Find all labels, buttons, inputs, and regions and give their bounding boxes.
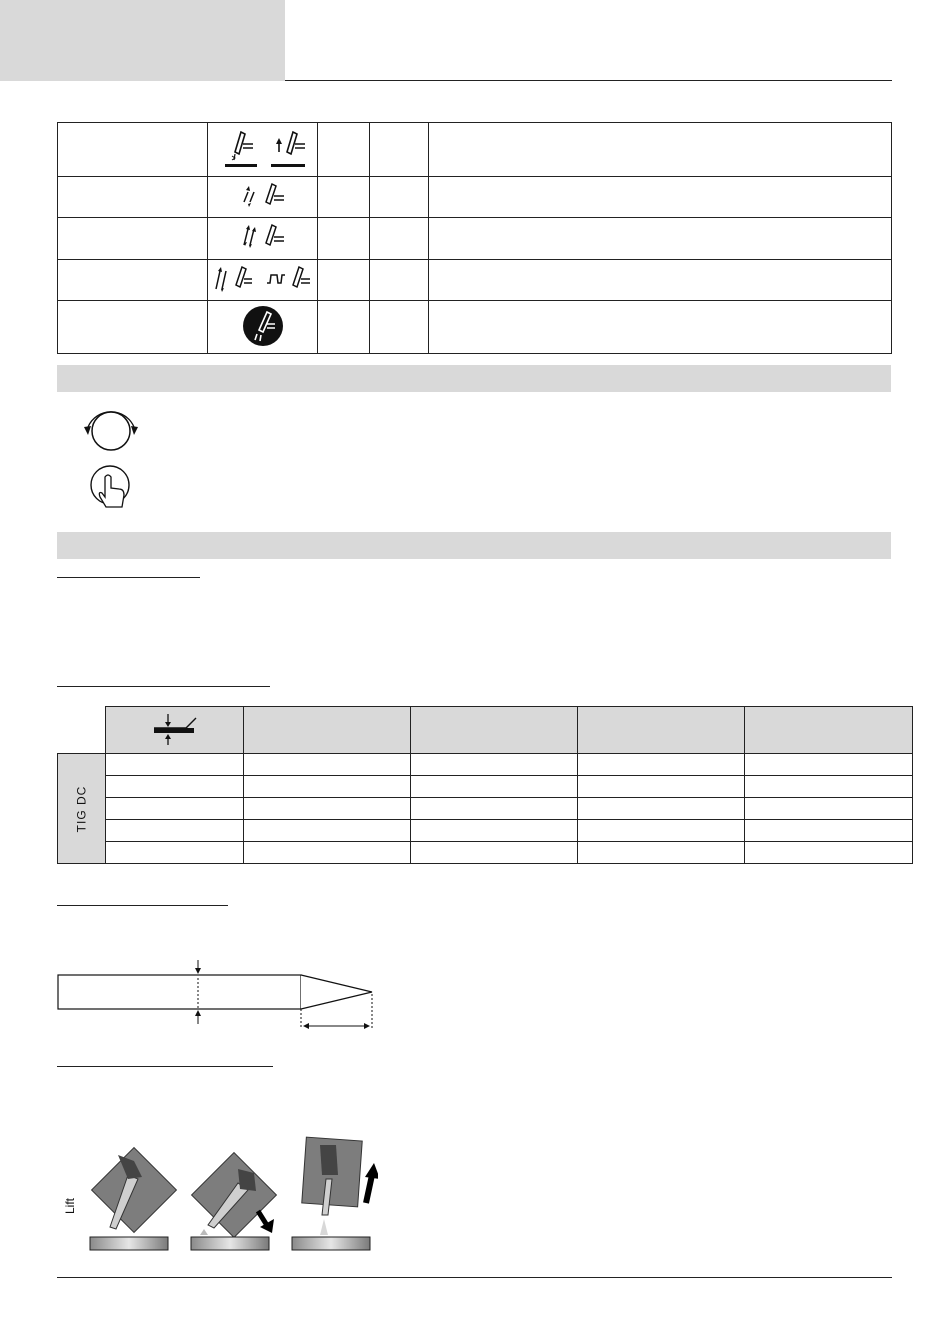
- lift-step-3: [292, 1137, 378, 1250]
- subheading-rule: [57, 577, 200, 578]
- table-row: [58, 820, 913, 842]
- table-cell: [105, 820, 243, 842]
- rotary-encoder-icon: [80, 405, 142, 455]
- mode-cell: [370, 218, 429, 260]
- table-cell: [105, 798, 243, 820]
- mode-row: [58, 218, 892, 260]
- mode-cell: [318, 177, 370, 218]
- mode-name-cell: [58, 177, 208, 218]
- table-cell: [105, 842, 243, 864]
- table-cell: [410, 820, 577, 842]
- mode-description-cell: [429, 123, 892, 177]
- mode-icon-cell: [208, 301, 318, 354]
- table-cell: [243, 820, 410, 842]
- mode-name-cell: [58, 301, 208, 354]
- 4-stroke-bilevel-trigger-icon: [213, 263, 313, 295]
- mode-cell: [318, 218, 370, 260]
- table-cell: [243, 754, 410, 776]
- remote-torch-icon: [241, 304, 285, 348]
- param-header: [410, 707, 577, 754]
- 4-stroke-trigger-icon: [238, 221, 288, 253]
- table-cell: [410, 842, 577, 864]
- tig-dc-side-label: TIG DC: [58, 754, 106, 864]
- corner-cell: [58, 707, 106, 754]
- table-cell: [577, 754, 744, 776]
- chapter-tab: [0, 0, 285, 81]
- lift-step-2: [191, 1153, 276, 1250]
- param-header: [744, 707, 912, 754]
- param-header: [243, 707, 410, 754]
- table-row: [58, 798, 913, 820]
- mode-row: [58, 260, 892, 301]
- mode-cell: [318, 301, 370, 354]
- mode-row: [58, 123, 892, 177]
- mode-name-cell: [58, 260, 208, 301]
- mode-name-cell: [58, 123, 208, 177]
- mode-description-cell: [429, 177, 892, 218]
- mode-description-cell: [429, 260, 892, 301]
- table-row: [58, 842, 913, 864]
- table-row: [58, 776, 913, 798]
- electrode-grinding-diagram: [55, 950, 385, 1035]
- mode-cell: [318, 123, 370, 177]
- table-cell: [410, 776, 577, 798]
- mode-name-cell: [58, 218, 208, 260]
- mode-row: [58, 301, 892, 354]
- table-cell: [105, 754, 243, 776]
- mode-cell: [370, 301, 429, 354]
- mode-cell: [370, 260, 429, 301]
- mode-description-cell: [429, 218, 892, 260]
- table-cell: [577, 776, 744, 798]
- mode-icon-cell: [208, 177, 318, 218]
- mode-cell: [370, 123, 429, 177]
- param-header-row: [58, 707, 913, 754]
- header-rule: [285, 80, 892, 81]
- mode-row: [58, 177, 892, 218]
- table-cell: [744, 820, 912, 842]
- table-cell: [243, 798, 410, 820]
- lift-arc-sequence-diagram: [88, 1135, 378, 1253]
- table-cell: [577, 842, 744, 864]
- lift-step-1: [90, 1148, 176, 1250]
- mode-icon-cell: [208, 260, 318, 301]
- electrode-parameter-table: [57, 706, 913, 864]
- 2-stroke-trigger-icon: [238, 180, 288, 212]
- param-header: [577, 707, 744, 754]
- footer-rule: [57, 1277, 892, 1278]
- table-cell: [744, 842, 912, 864]
- mode-cell: [370, 177, 429, 218]
- mode-icon-cell: [208, 218, 318, 260]
- subheading-rule: [57, 1066, 273, 1067]
- table-cell: [243, 776, 410, 798]
- mode-cell: [318, 260, 370, 301]
- table-cell: [577, 820, 744, 842]
- subheading-rule: [57, 905, 228, 906]
- table-cell: [744, 754, 912, 776]
- subheading-rule: [57, 686, 270, 687]
- mode-icon-cell: [208, 123, 318, 177]
- torch-hf-start-icon: [213, 126, 313, 170]
- push-button-icon: [88, 463, 134, 515]
- section-header-band: [57, 532, 891, 559]
- thickness-icon: [148, 712, 200, 746]
- thickness-header: [105, 707, 243, 754]
- table-cell: [577, 798, 744, 820]
- table-cell: [744, 776, 912, 798]
- table-cell: [410, 754, 577, 776]
- mode-description-cell: [429, 301, 892, 354]
- table-cell: [410, 798, 577, 820]
- table-cell: [744, 798, 912, 820]
- table-row: [58, 754, 913, 776]
- table-cell: [243, 842, 410, 864]
- welding-mode-table: [57, 122, 892, 354]
- lift-label: Lift: [63, 1197, 77, 1214]
- section-header-band: [57, 365, 891, 392]
- table-cell: [105, 776, 243, 798]
